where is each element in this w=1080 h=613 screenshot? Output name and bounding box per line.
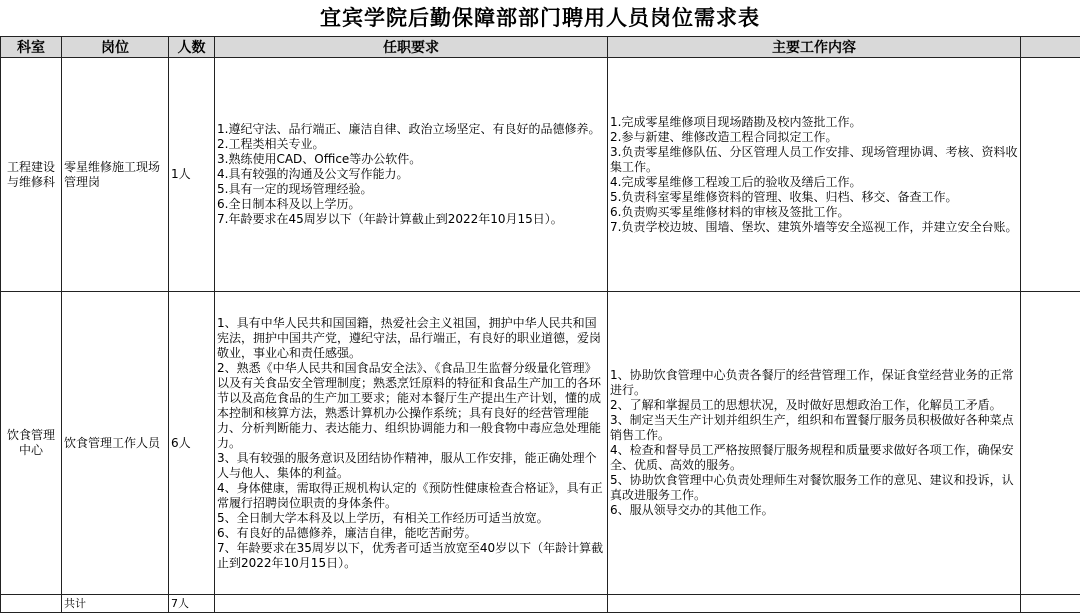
header-dept: 科室 xyxy=(1,37,62,58)
header-requirements: 任职要求 xyxy=(215,37,608,58)
total-label: 共计 xyxy=(62,595,169,613)
requirement-item: 7、年龄要求在35周岁以下，优秀者可适当放宽至40岁以下（年龄计算截止到2022年10月15日）。 xyxy=(217,541,605,571)
empty-cell xyxy=(215,595,608,613)
requirement-item: 4、身体健康，需取得正规机构认定的《预防性健康检查合格证》，具有正常履行招聘岗位职责的身体条件。 xyxy=(217,481,605,511)
position-cell: 饮食管理工作人员 xyxy=(62,292,169,595)
requirement-item: 5、全日制大学本科及以上学历，有相关工作经历可适当放宽。 xyxy=(217,511,605,526)
requirement-item: 3、具有较强的服务意识及团结协作精神，服从工作安排，能正确处理个人与他人、集体的利益。 xyxy=(217,451,605,481)
empty-cell xyxy=(1,595,62,613)
empty-cell xyxy=(1021,595,1080,613)
requirement-item: 2.工程类相关专业。 xyxy=(217,137,605,152)
requirement-item: 5.具有一定的现场管理经验。 xyxy=(217,182,605,197)
table-row xyxy=(1,58,1080,292)
dept-cell: 工程建设与维修科 xyxy=(1,58,62,292)
duty-item: 4、检查和督导员工严格按照餐厅服务规程和质量要求做好各项工作，确保安全、优质、高效的服务。 xyxy=(610,443,1018,473)
requirement-item: 1、具有中华人民共和国国籍，热爱社会主义祖国，拥护中华人民共和国宪法，拥护中国共产党，遵纪守法，品行端正，有良好的职业道德，爱岗敬业，事业心和责任感强。 xyxy=(217,316,605,361)
duty-item: 5、协助饮食管理中心负责处理师生对餐饮服务工作的意见、建议和投诉，认真改进服务工作。 xyxy=(610,473,1018,503)
duty-item: 6.负责购买零星维修材料的审核及签批工作。 xyxy=(610,205,1018,220)
requirements-cell xyxy=(215,58,608,292)
header-count: 人数 xyxy=(169,37,215,58)
duties-cell xyxy=(608,58,1021,292)
requirement-item: 3.熟练使用CAD、Office等办公软件。 xyxy=(217,152,605,167)
duty-item: 1.完成零星维修项目现场踏勘及校内签批工作。 xyxy=(610,115,1018,130)
requirement-item: 2、熟悉《中华人民共和国食品安全法》、《食品卫生监督分级量化管理》以及有关食品安全管理制度；熟悉烹饪原料的特征和食品生产加工的各环节以及高危食品的生产加工要求；能对本餐厅生产提出生产计划，懂的成本控制和核算方法，熟悉计算机办公操作系统；具有良好的经营管理能力、分析判断能力、表达能力、组织协调能力和一般食物中毒应急处理能力。 xyxy=(217,361,605,451)
table-row xyxy=(1,292,1080,595)
count-cell: 1人 xyxy=(169,58,215,292)
total-count: 7人 xyxy=(169,595,215,613)
empty-cell xyxy=(1021,292,1080,595)
total-row xyxy=(1,595,1080,613)
requirement-item: 4.具有较强的沟通及公文写作能力。 xyxy=(217,167,605,182)
position-cell: 零星维修施工现场管理岗 xyxy=(62,58,169,292)
duty-item: 4.完成零星维修工程竣工后的验收及缮后工作。 xyxy=(610,175,1018,190)
duty-item: 2.参与新建、维修改造工程合同拟定工作。 xyxy=(610,130,1018,145)
duty-item: 1、协助饮食管理中心负责各餐厅的经营管理工作，保证食堂经营业务的正常进行。 xyxy=(610,368,1018,398)
requirement-item: 6、有良好的品德修养，廉洁自律，能吃苦耐劳。 xyxy=(217,526,605,541)
duty-item: 3.负责零星维修队伍、分区管理人员工作安排、现场管理协调、考核、资料收集工作。 xyxy=(610,145,1018,175)
duty-item: 7.负责学校边坡、围墙、堡坎、建筑外墙等安全巡视工作，并建立安全台账。 xyxy=(610,220,1018,235)
duty-item: 3、制定当天生产计划并组织生产，组织和布置餐厅服务员积极做好各种菜点销售工作。 xyxy=(610,413,1018,443)
duty-item: 2、了解和掌握员工的思想状况，及时做好思想政治工作，化解员工矛盾。 xyxy=(610,398,1018,413)
requirements-cell xyxy=(215,292,608,595)
duties-cell xyxy=(608,292,1021,595)
empty-cell xyxy=(608,595,1021,613)
table-header-row xyxy=(1,37,1080,58)
page-title: 宜宾学院后勤保障部部门聘用人员岗位需求表 xyxy=(0,0,1080,36)
duty-item: 5.负责科室零星维修资料的管理、收集、归档、移交、备查工作。 xyxy=(610,190,1018,205)
requirement-item: 6.全日制本科及以上学历。 xyxy=(217,197,605,212)
duty-item: 6、服从领导交办的其他工作。 xyxy=(610,503,1018,518)
header-position: 岗位 xyxy=(62,37,169,58)
empty-cell xyxy=(1021,58,1080,292)
job-requirements-table xyxy=(0,36,1080,613)
header-empty xyxy=(1021,37,1080,58)
requirement-item: 7.年龄要求在45周岁以下（年龄计算截止到2022年10月15日）。 xyxy=(217,212,605,227)
count-cell: 6人 xyxy=(169,292,215,595)
requirement-item: 1.遵纪守法、品行端正、廉洁自律、政治立场坚定、有良好的品德修养。 xyxy=(217,122,605,137)
header-duties: 主要工作内容 xyxy=(608,37,1021,58)
dept-cell: 饮食管理中心 xyxy=(1,292,62,595)
